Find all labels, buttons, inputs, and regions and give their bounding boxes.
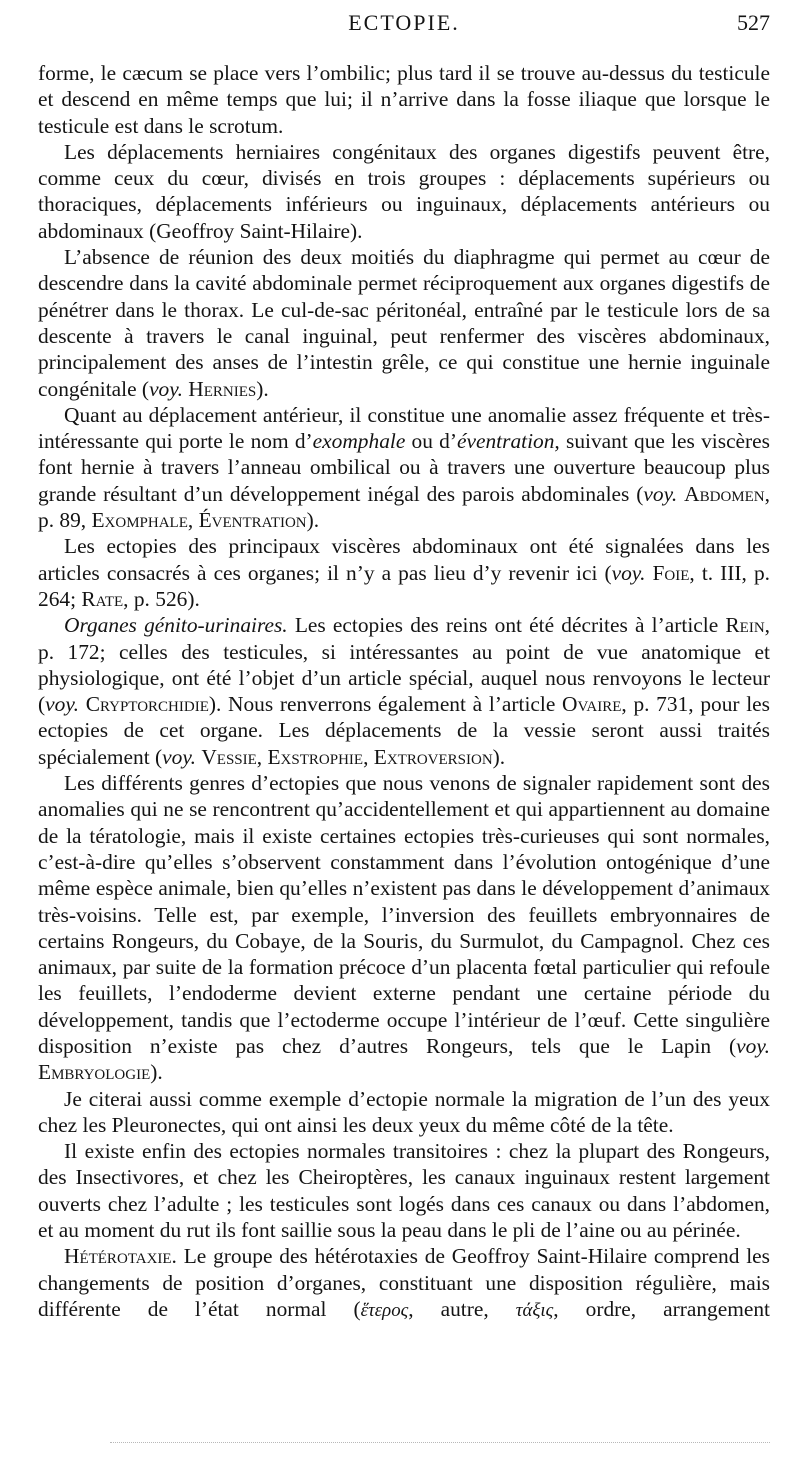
page-number: 527 bbox=[737, 10, 770, 35]
text-run: L’absence de réunion des deux moitiés du diaphragme qui permet au cœur de descendre dans la cavité abdominale permet réciproquement aux organes digestifs de pénétrer dans le thorax. Le cul-de-sac péritonéal, entraîné par le testicule lors de sa descente à travers le canal inguinal, peut renfermer des viscères abdominaux, principalement des anses de l’intestin grêle, ce qui constitue une hernie inguinale congénitale ( bbox=[38, 245, 770, 401]
text-run: Quant au déplacement antérieur, il constitue une anomalie assez fréquente et très-intéressante qui porte le nom d’ bbox=[38, 402, 770, 454]
paragraph bbox=[38, 1243, 770, 1324]
text-run: Les différents genres d’ectopies que nous venons de signaler rapidement sont des anomalies qui ne se rencontrent qu’accidentellement et qui appartiennent au domaine de la tératologie, mais il existe certaines ectopies très-curieuses qui sont normales, c’est-à-dire qu’elles s’observent constamment dans l’évolution ontogénique d’une même espèce animale, bien qu’elles n’existent pas dans le développement d’animaux très-voisins. Telle est, par exemple, l’inversion des feuillets embryonnaires de certains Rongeurs, du Cobaye, de la Souris, du Surmulot, du Campagnol. Chez ces animaux, par suite de la formation précoce d’un placenta fœtal particulier qui refoule les feuillets, l’endoderme devient externe pendant une certaine période du développement, tandis que l’ectoderme occupe l’intérieur de l’œuf. Cette singulière disposition n’existe pas chez d’autres Rongeurs, tels que le Lapin ( bbox=[38, 771, 770, 1058]
text-run: forme, le cæcum se place vers l’ombilic; plus tard il se trouve au-dessus du testicule et descend en même temps que lui; il n’arrive dans la fosse iliaque que lorsque le testicule est dans le scrotum. bbox=[38, 61, 770, 138]
text-run: ). bbox=[306, 508, 320, 533]
small-caps-text: Rate bbox=[81, 586, 124, 611]
paragraph bbox=[38, 244, 770, 402]
italic-text: exomphale bbox=[312, 429, 406, 454]
text-run bbox=[79, 692, 86, 716]
text-run: Les déplacements herniaires congénitaux des organes digestifs peuvent être, comme ceux du cœur, divisés en trois groupes : déplacements supérieurs ou thoraciques, déplacements inférieurs ou inguinaux, déplacements antérieurs ou abdominaux (Geoffroy Saint-Hilaire). bbox=[38, 139, 770, 243]
text-run: , ordre, arrangement bbox=[553, 1296, 770, 1321]
running-head bbox=[38, 4, 770, 42]
small-caps-text: Abdomen bbox=[684, 481, 765, 506]
italic-text: Organes génito-urinaires. bbox=[64, 613, 288, 638]
text-run: ou d’ bbox=[405, 429, 457, 454]
text-run: Les ectopies des reins ont été décrites à l’article bbox=[287, 613, 726, 638]
paragraph bbox=[38, 1138, 770, 1243]
text-run bbox=[645, 561, 652, 585]
paragraph bbox=[38, 1086, 770, 1139]
text-run: ). bbox=[150, 1060, 163, 1085]
text-run: , p. 89, bbox=[38, 481, 770, 533]
text-run: Les ectopies des principaux viscères abdominaux ont été signalées dans les articles consacrés à ces organes; il n’y a pas lieu d’y revenir ici ( bbox=[38, 534, 770, 585]
greek-word: ἕτερος bbox=[360, 1299, 409, 1321]
italic-text: voy. bbox=[162, 744, 196, 769]
paragraph bbox=[38, 60, 770, 139]
paragraph bbox=[38, 770, 770, 1086]
text-run: , t. III, p. 264; bbox=[38, 560, 770, 611]
italic-text: voy. bbox=[611, 560, 646, 585]
text-run: , p. 172; celles des testicules, si intéressantes au point de vue anatomique et physiologique, ont été l’objet d’un article spécial, auquel nous renvoyons le lecteur ( bbox=[38, 613, 771, 717]
small-caps-text: Hernies bbox=[188, 376, 257, 401]
small-caps-text: Embryologie bbox=[38, 1060, 151, 1085]
text-run: Je citerai aussi comme exemple d’ectopie normale la migration de l’un des yeux chez les Pleuronectes, qui ont ainsi les deux yeux du même côté de la tête. bbox=[38, 1086, 770, 1137]
paragraph bbox=[38, 612, 770, 770]
text-run: ). bbox=[256, 376, 269, 401]
text-run: ). bbox=[492, 744, 506, 769]
text-run: , p. 731, pour les ectopies de cet organe. Les déplacements de la vessie seront aussi traités spécialement ( bbox=[38, 692, 770, 769]
greek-word: τάξις bbox=[515, 1299, 554, 1321]
text-run: , p. 526). bbox=[123, 586, 200, 611]
italic-text: voy. bbox=[149, 376, 183, 401]
small-caps-text: Hétérotaxie. bbox=[64, 1244, 177, 1269]
footer-rule bbox=[110, 1442, 770, 1443]
body-text bbox=[38, 60, 770, 1324]
text-run: Le groupe des hétérotaxies de Geoffroy Saint-Hilaire comprend les changements de position d’organes, constituant une disposition régulière, mais différente de l’état normal ( bbox=[38, 1244, 770, 1321]
text-run: suivant que les viscères font hernie à travers l’anneau ombilical ou à travers une ouverture beaucoup plus grande résultant d’un développement inégal des parois abdominales ( bbox=[38, 429, 770, 506]
italic-text: éventration, bbox=[457, 429, 560, 454]
small-caps-text: Cryptorchidie bbox=[85, 692, 209, 717]
running-title: ECTOPIE. bbox=[348, 10, 460, 35]
paragraph bbox=[38, 533, 770, 612]
italic-text: voy. bbox=[45, 692, 79, 717]
small-caps-text: Vessie, Exstrophie, Extroversion bbox=[201, 744, 493, 769]
italic-text: voy. bbox=[643, 481, 678, 506]
small-caps-text: Foie bbox=[652, 560, 690, 585]
italic-text: voy. bbox=[736, 1033, 770, 1058]
small-caps-text: Exomphale, Éventration bbox=[91, 508, 307, 533]
small-caps-text: Ovaire bbox=[562, 692, 622, 717]
text-run: , autre, bbox=[408, 1296, 516, 1321]
paragraph bbox=[38, 402, 770, 533]
text-run: Il existe enfin des ectopies normales transitoires : chez la plupart des Rongeurs, des Insectivores, et chez les Cheiroptères, les canaux inguinaux restent largement ouverts chez l’adulte ; les testicules sont logés dans ces canaux ou dans l’abdomen, et au moment du rut ils font saillie sous la peau dans le pli de l’aine ou au périnée. bbox=[38, 1139, 770, 1243]
paragraph bbox=[38, 139, 770, 244]
text-run: ). Nous renverrons également à l’article bbox=[208, 692, 563, 717]
small-caps-text: Rein bbox=[725, 613, 765, 638]
